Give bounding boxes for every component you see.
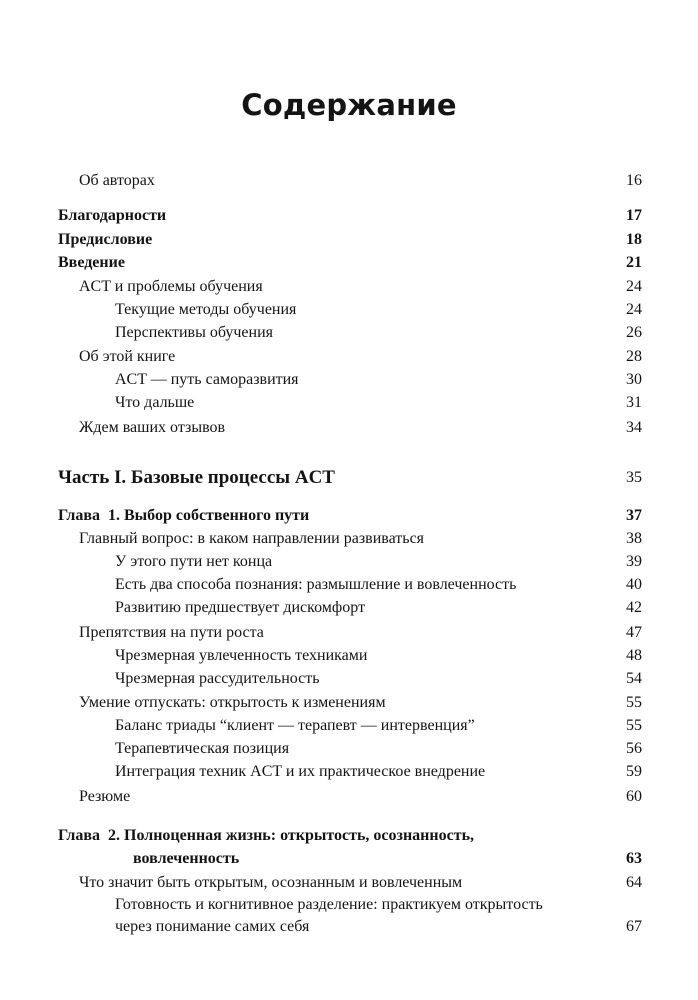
toc-entry-chapter2-cont xyxy=(58,848,642,870)
toc-entry-whats-next xyxy=(58,392,642,414)
toc-entry-page: 21 xyxy=(626,254,642,271)
toc-entry-page: 30 xyxy=(626,371,642,388)
toc-entry-page: 64 xyxy=(626,874,642,891)
toc-entry-label: Введение xyxy=(58,254,125,271)
toc-entry-page: 17 xyxy=(626,207,642,224)
toc-entry-page: 38 xyxy=(626,530,642,547)
toc-entry-page: 24 xyxy=(626,301,642,318)
toc-entry-page: 60 xyxy=(626,788,642,805)
toc-entry-label: Чрезмерная увлеченность техниками xyxy=(115,647,368,664)
toc-entry-page: 24 xyxy=(626,278,642,295)
toc-entry-label: Препятствия на пути роста xyxy=(79,624,264,641)
toc-entry-label: Об этой книге xyxy=(79,348,176,365)
toc-entry-act-path xyxy=(58,369,642,391)
toc-entry-page: 28 xyxy=(626,348,642,365)
toc-entry-page: 55 xyxy=(626,694,642,711)
toc-entry-label: Развитию предшествует дискомфорт xyxy=(115,599,366,616)
toc-entry-page: 31 xyxy=(626,394,642,411)
toc-entry-label: Есть два способа познания: размышление и вовлеченность xyxy=(115,576,517,593)
toc-entry-page: 48 xyxy=(626,647,642,664)
toc-entry-label: ACT и проблемы обучения xyxy=(79,278,263,295)
toc-entry-label: Главный вопрос: в каком направлении развиваться xyxy=(79,530,425,547)
toc-entry-intro xyxy=(58,252,642,274)
toc-entry-label: Благодарности xyxy=(58,207,167,224)
toc-entry-page: 63 xyxy=(626,850,642,867)
toc-entry-label: вовлеченность xyxy=(133,850,240,867)
toc-entry-rationality xyxy=(58,668,642,690)
toc-entry-position xyxy=(58,738,642,760)
toc-entry-about-authors xyxy=(58,170,642,192)
toc-entry-label: Глава 2. Полноценная жизнь: открытость, осознанность, xyxy=(58,827,475,844)
toc-entry-integration xyxy=(58,761,642,783)
toc-entry-summary xyxy=(58,786,642,808)
toc-entry-thanks xyxy=(58,205,642,227)
toc-entry-chapter2 xyxy=(58,825,642,847)
toc-entry-main-question xyxy=(58,528,642,550)
toc-entry-page: 59 xyxy=(626,763,642,780)
toc-entry-label: ACT — путь саморазвития xyxy=(115,371,299,388)
toc-entry-label: Резюме xyxy=(79,788,131,805)
toc-entry-page: 34 xyxy=(626,419,642,436)
toc-entry-page: 39 xyxy=(626,553,642,570)
page-title: Содержание xyxy=(241,88,457,122)
toc-entry-page: 16 xyxy=(626,172,642,189)
toc-entry-label: У этого пути нет конца xyxy=(115,553,273,570)
toc-entry-preface xyxy=(58,229,642,251)
toc-entry-balance xyxy=(58,715,642,737)
toc-entry-page: 37 xyxy=(626,507,642,524)
toc-entry-page: 55 xyxy=(626,717,642,734)
toc-entry-two-ways xyxy=(58,574,642,596)
toc-entry-label: Терапевтическая позиция xyxy=(115,740,290,757)
toc-entry-page: 18 xyxy=(626,231,642,248)
toc-entry-current-methods xyxy=(58,299,642,321)
toc-entry-no-end xyxy=(58,551,642,573)
toc-entry-readiness-cont xyxy=(58,916,642,938)
toc-entry-page: 40 xyxy=(626,576,642,593)
toc-entry-page: 47 xyxy=(626,624,642,641)
toc-entry-label: Что дальше xyxy=(115,394,195,411)
toc-entry-label: Перспективы обучения xyxy=(115,324,274,341)
toc-entry-letting-go xyxy=(58,692,642,714)
toc-entry-label: Глава 1. Выбор собственного пути xyxy=(58,507,310,524)
toc-entry-chapter1 xyxy=(58,505,642,527)
toc-entry-label: Что значит быть открытым, осознанным и вовлеченным xyxy=(79,874,463,891)
toc-entry-page: 26 xyxy=(626,324,642,341)
toc-entry-label: Умение отпускать: открытость к изменениям xyxy=(79,694,386,711)
toc-entry-what-means xyxy=(58,872,642,894)
toc-entry-label: Чрезмерная рассудительность xyxy=(115,670,320,687)
toc-entry-label: Интеграция техник ACT и их практическое внедрение xyxy=(115,763,486,780)
toc-entry-perspectives xyxy=(58,322,642,344)
toc-entry-label: Часть I. Базовые процессы ACT xyxy=(58,467,335,488)
toc-entry-label: Предисловие xyxy=(58,231,153,248)
toc-entry-label: через понимание самих себя xyxy=(115,918,310,935)
toc-entry-techniques xyxy=(58,645,642,667)
toc-entry-part1 xyxy=(58,465,642,491)
toc-entry-discomfort xyxy=(58,597,642,619)
toc-entry-label: Об авторах xyxy=(79,172,155,189)
toc-entry-page: 67 xyxy=(626,918,642,935)
toc-entry-label: Ждем ваших отзывов xyxy=(79,419,226,436)
toc-entry-label: Баланс триады “клиент — терапевт — интервенция” xyxy=(115,717,475,734)
toc-entry-about-book xyxy=(58,346,642,368)
toc-entry-feedback xyxy=(58,417,642,439)
toc-entry-obstacles xyxy=(58,622,642,644)
toc-entry-label: Готовность и когнитивное разделение: практикуем открытость xyxy=(115,896,543,913)
toc-entry-page: 42 xyxy=(626,599,642,616)
toc-entry-page: 35 xyxy=(626,469,642,486)
toc-entry-act-problems xyxy=(58,276,642,298)
toc-entry-readiness xyxy=(58,894,642,916)
toc-entry-page: 56 xyxy=(626,740,642,757)
toc-entry-page: 54 xyxy=(626,670,642,687)
toc-entry-label: Текущие методы обучения xyxy=(115,301,297,318)
